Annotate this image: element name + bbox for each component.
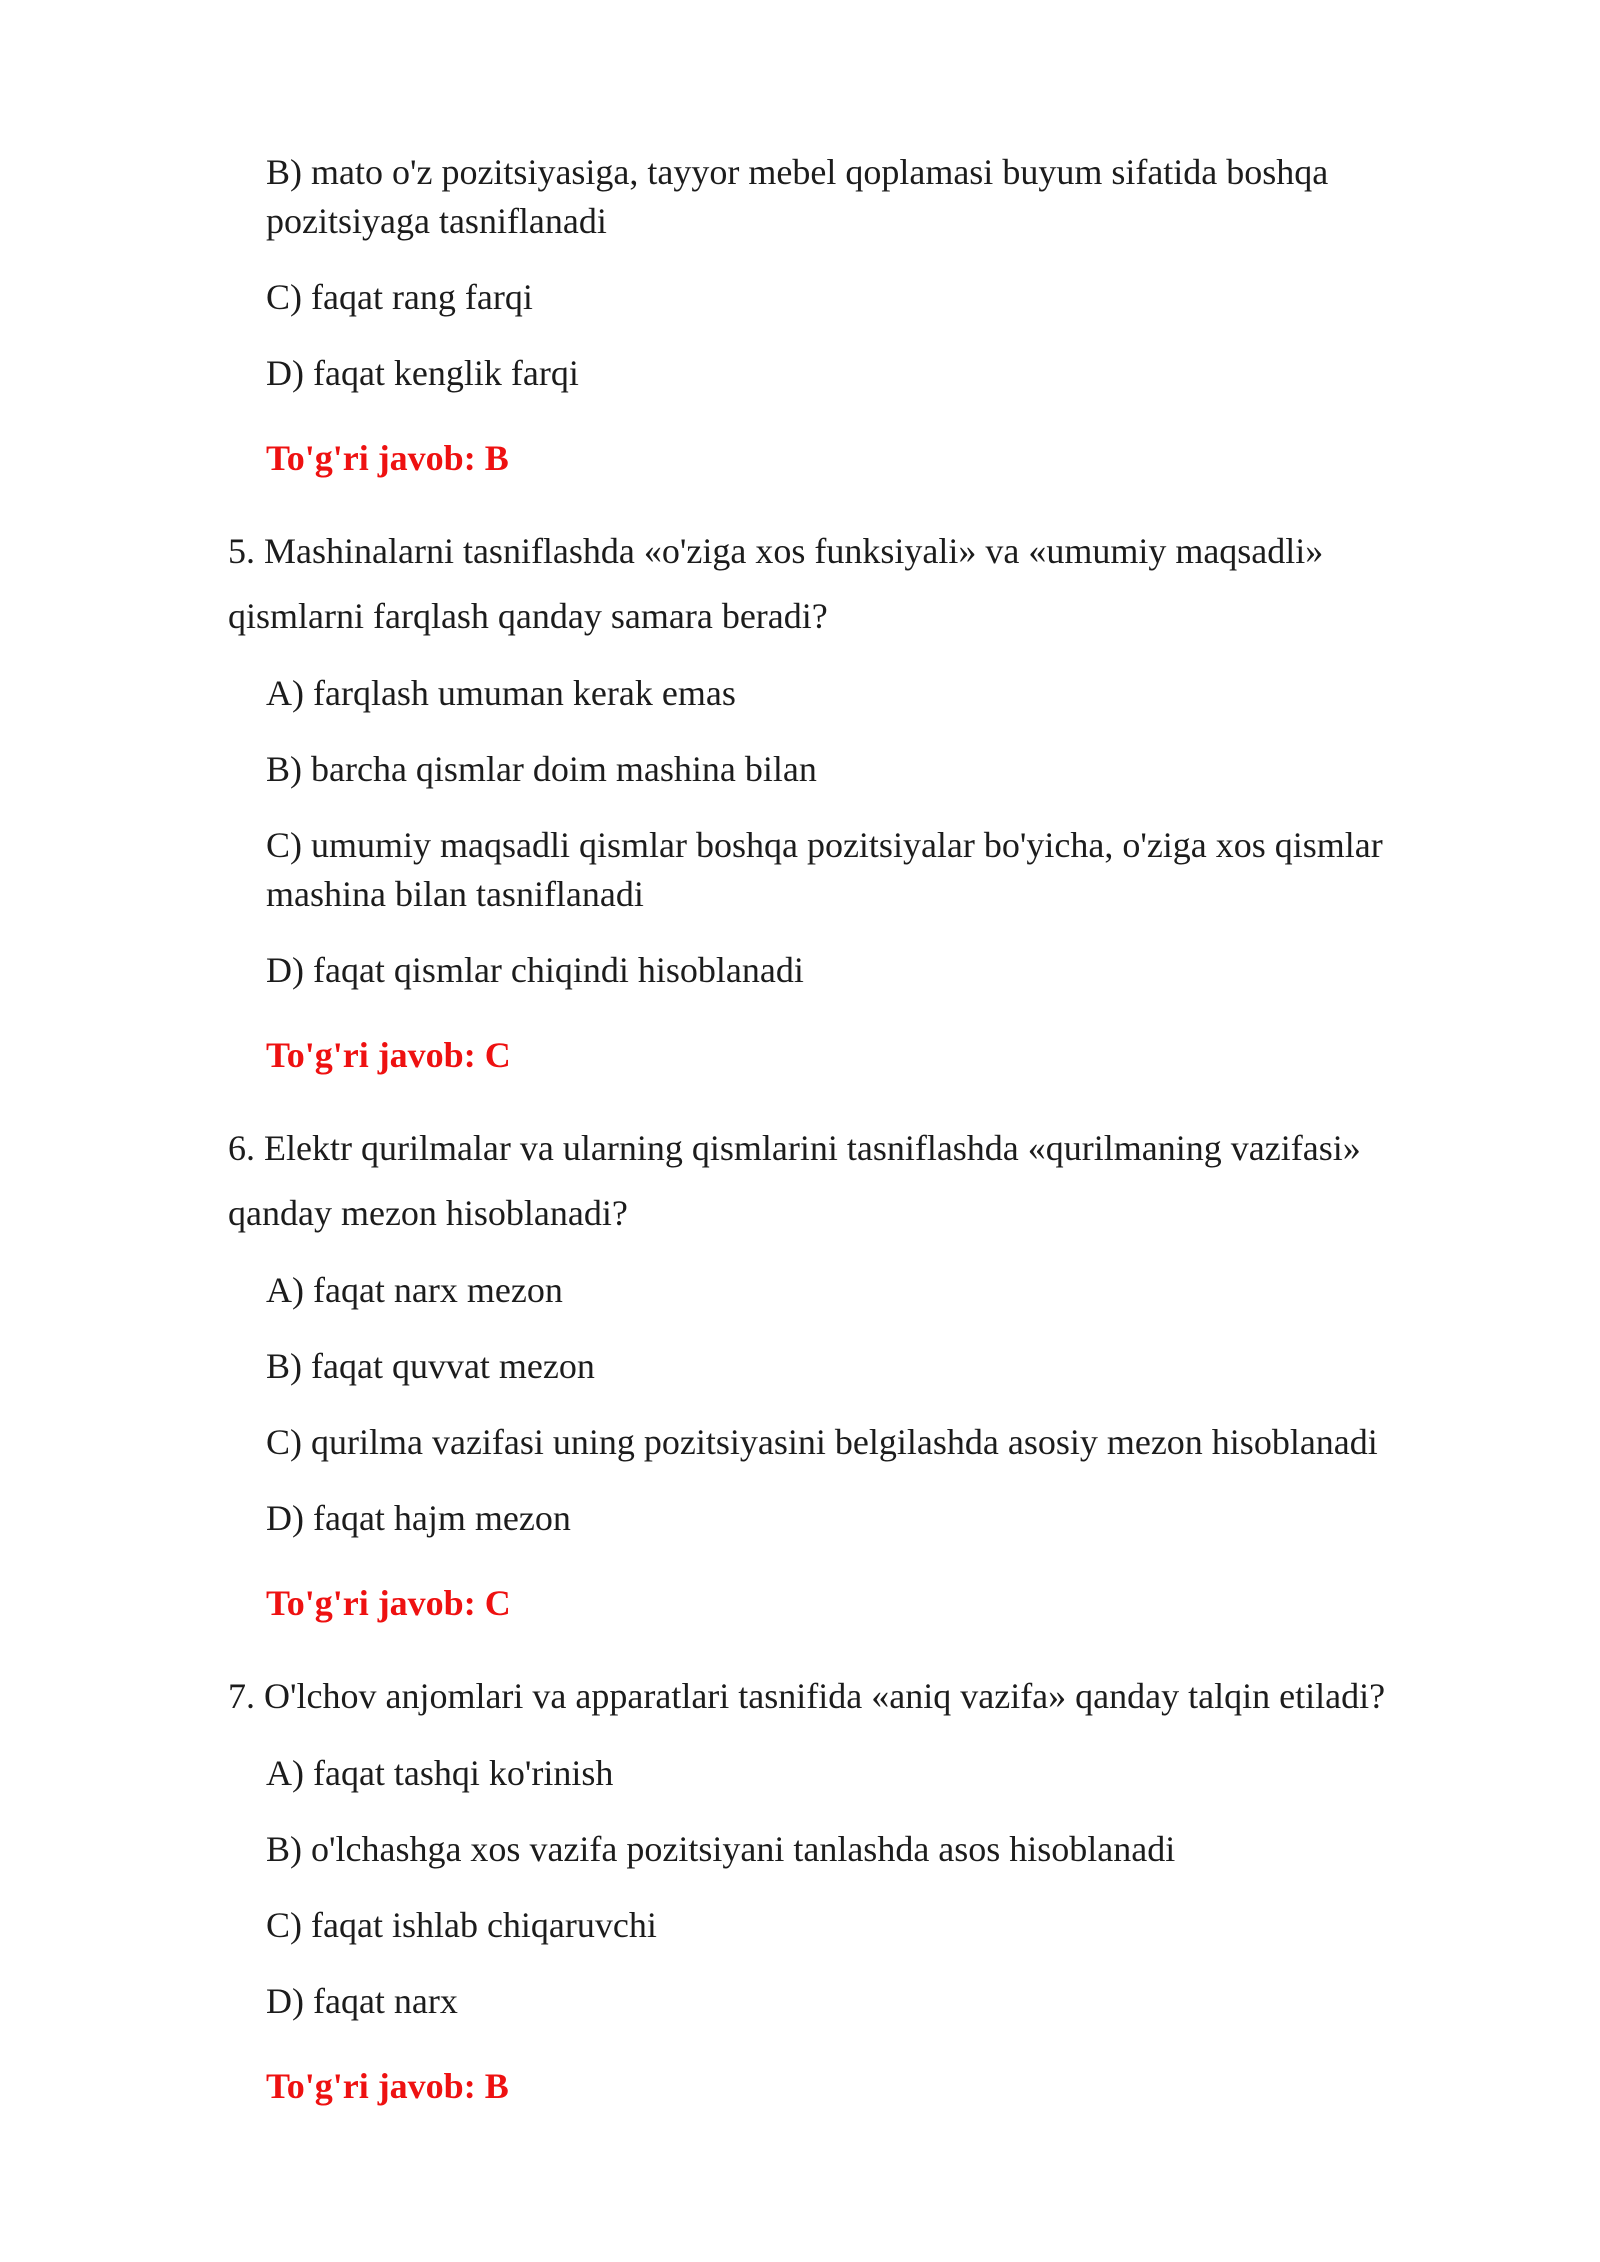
question-5-block (0, 519, 1600, 1080)
q4-correct-answer: To'g'ri javob: B (266, 438, 509, 478)
q6-question: 6. Elektr qurilmalar va ularning qismlarini tasniflashda «qurilmaning vazifasi» qanday mezon hisoblanadi? (228, 1128, 1361, 1233)
q6-option-b: B) faqat quvvat mezon (266, 1346, 595, 1386)
q5-option-d: D) faqat qismlar chiqindi hisoblanadi (266, 950, 804, 990)
question-6-block (0, 1116, 1600, 1628)
q5-option-c: C) umumiy maqsadli qismlar boshqa pozitsiyalar bo'yicha, o'ziga xos qismlar mashina bilan tasniflanadi (266, 825, 1383, 914)
q7-option-a: A) faqat tashqi ko'rinish (266, 1753, 614, 1793)
q4-option-d: D) faqat kenglik farqi (266, 353, 579, 393)
q7-question: 7. O'lchov anjomlari va apparatlari tasnifida «aniq vazifa» qanday talqin etiladi? (228, 1676, 1386, 1716)
question-7-block (0, 1664, 1600, 2111)
q6-option-d: D) faqat hajm mezon (266, 1498, 571, 1538)
q7-correct-answer: To'g'ri javob: B (266, 2066, 509, 2106)
q6-correct-answer: To'g'ri javob: C (266, 1583, 511, 1623)
q4-option-c: C) faqat rang farqi (266, 277, 533, 317)
q6-option-c: C) qurilma vazifasi uning pozitsiyasini belgilashda asosiy mezon hisoblanadi (266, 1422, 1378, 1462)
question-4-block (0, 148, 1600, 483)
q4-option-b: B) mato o'z pozitsiyasiga, tayyor mebel qoplamasi buyum sifatida boshqa pozitsiyaga tasniflanadi (266, 152, 1329, 241)
q5-option-a: A) farqlash umuman kerak emas (266, 673, 736, 713)
q6-option-a: A) faqat narx mezon (266, 1270, 563, 1310)
q5-option-b: B) barcha qismlar doim mashina bilan (266, 749, 817, 789)
q5-correct-answer: To'g'ri javob: C (266, 1035, 511, 1075)
q5-question: 5. Mashinalarni tasniflashda «o'ziga xos funksiyali» va «umumiy maqsadli» qismlarni farqlash qanday samara beradi? (228, 531, 1324, 636)
q7-option-b: B) o'lchashga xos vazifa pozitsiyani tanlashda asos hisoblanadi (266, 1829, 1176, 1869)
q7-option-c: C) faqat ishlab chiqaruvchi (266, 1905, 657, 1945)
q7-option-d: D) faqat narx (266, 1981, 458, 2021)
